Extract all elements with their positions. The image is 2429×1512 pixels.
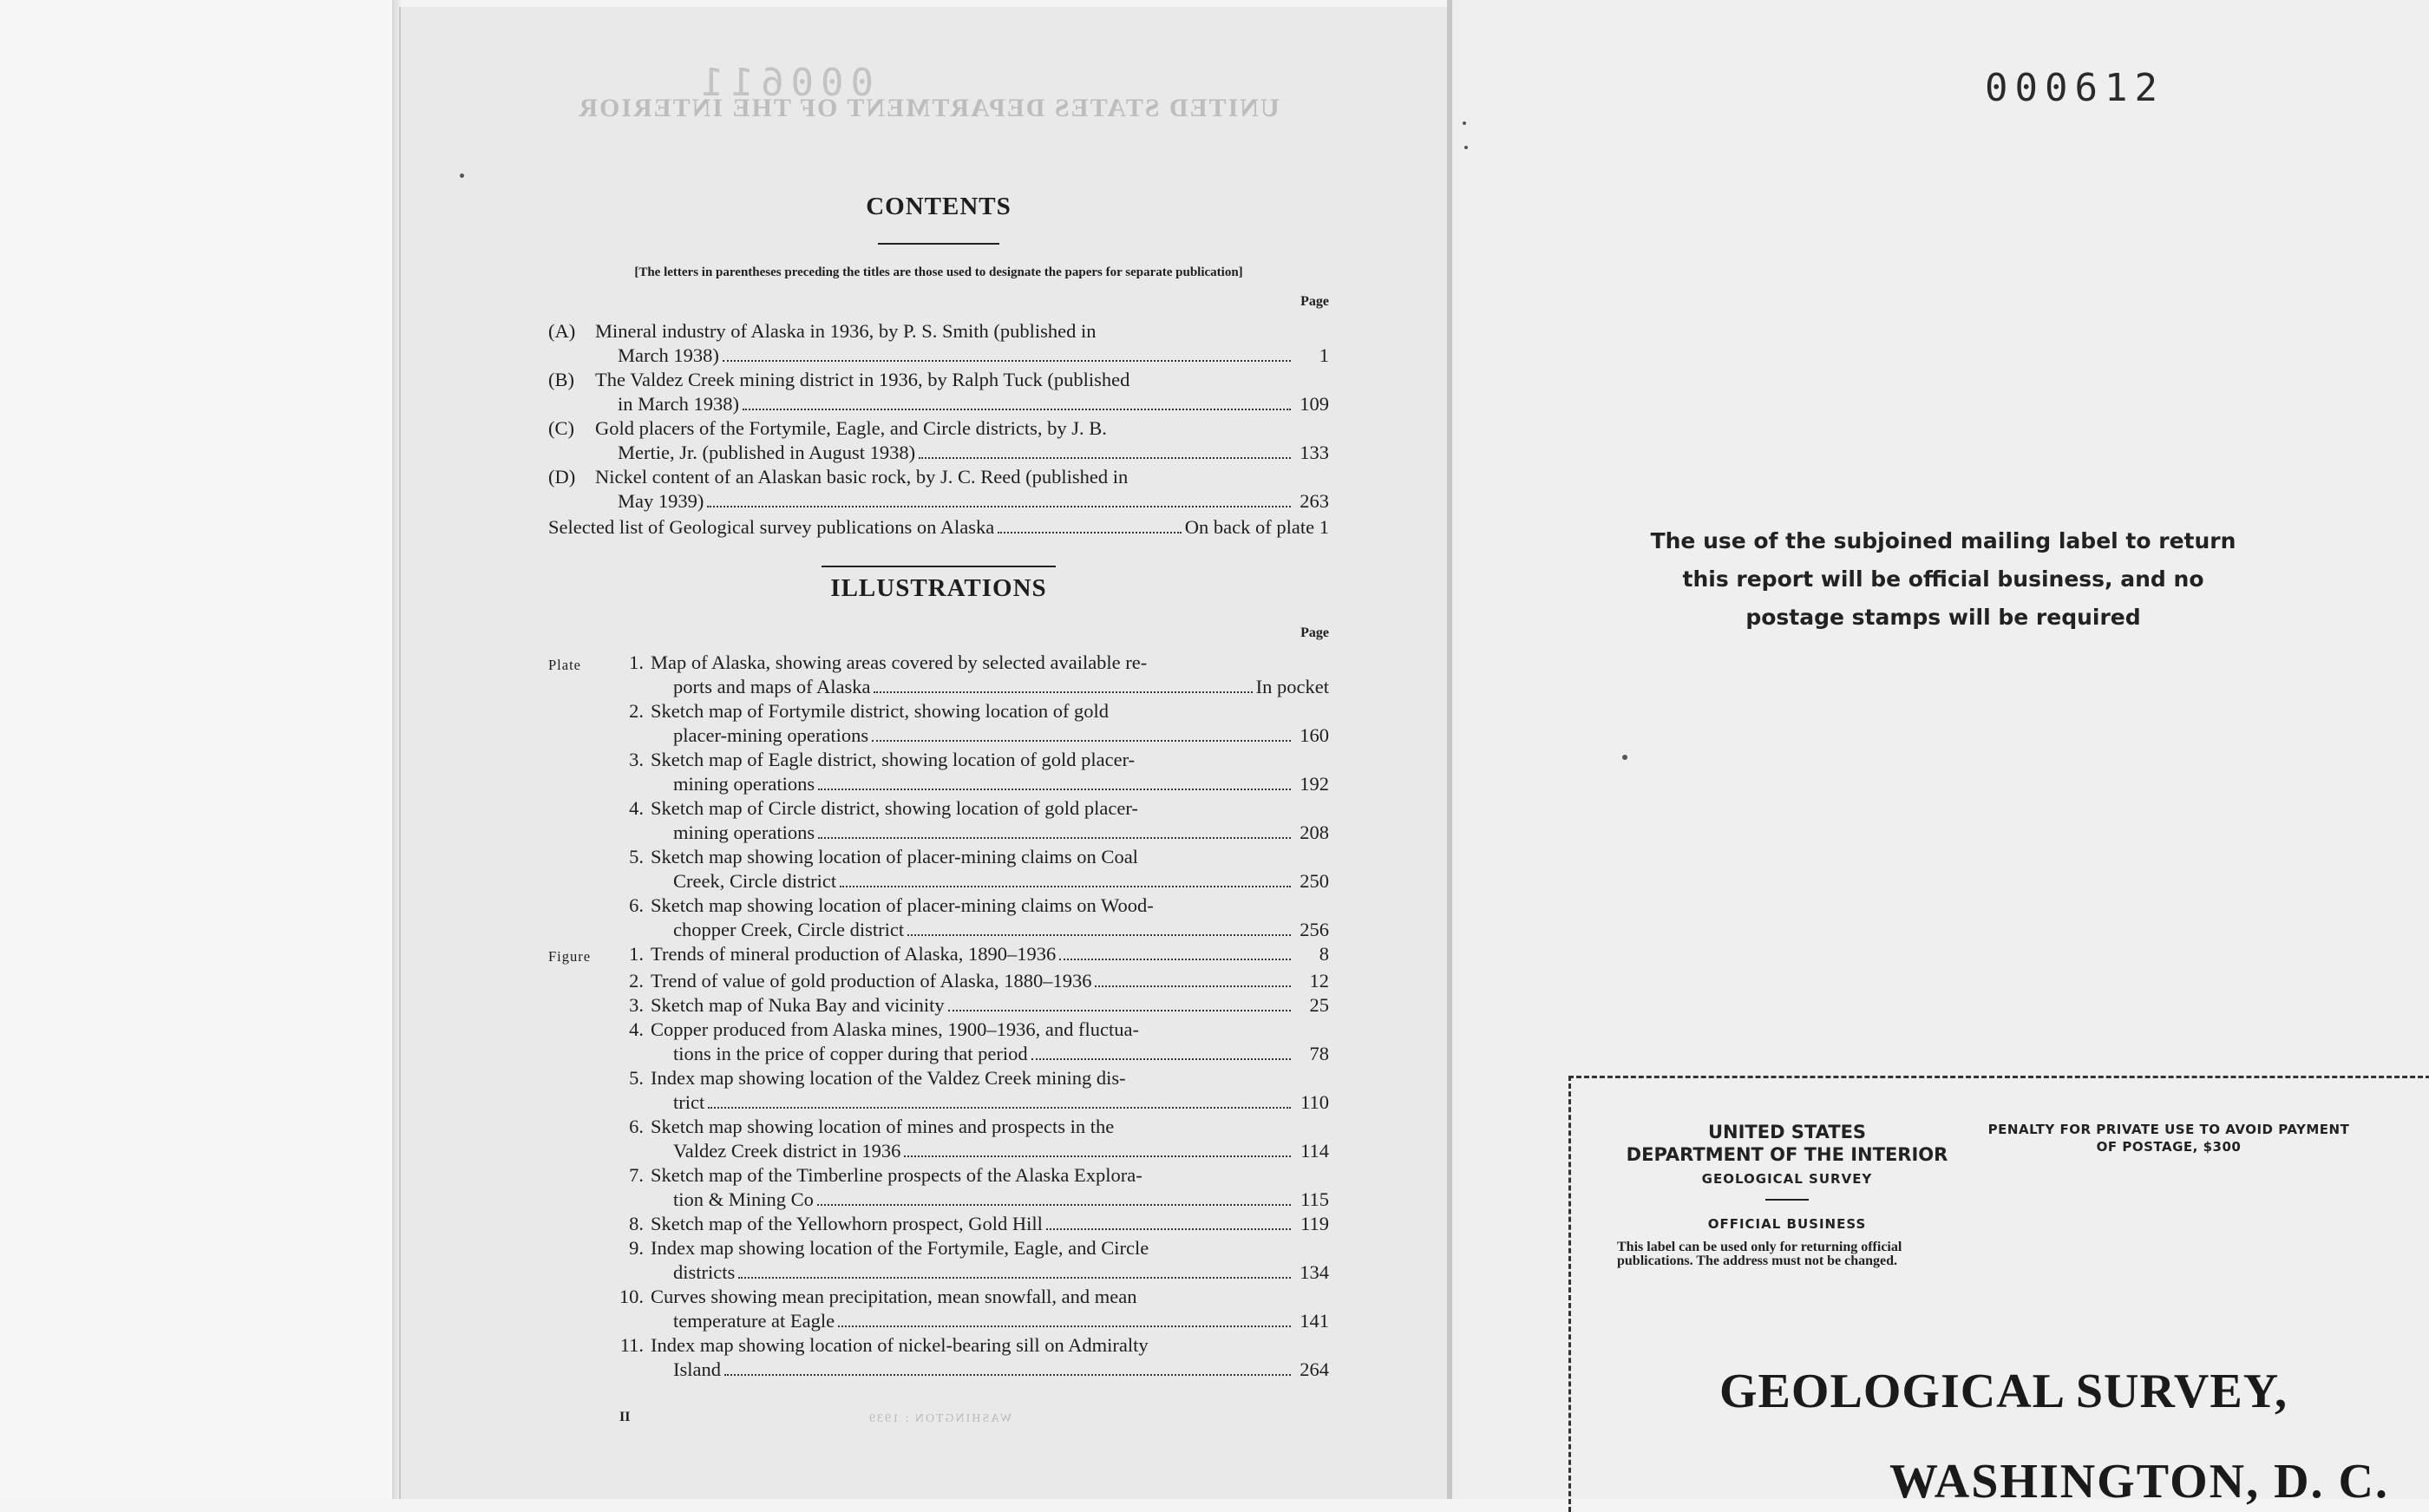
- contents-entry: [548, 319, 1329, 368]
- plate-entry: [548, 651, 1329, 699]
- entry-number: 5.: [629, 846, 644, 867]
- dept-line-3: GEOLOGICAL SURVEY: [1701, 1171, 1873, 1187]
- entry-page-number: 114: [1300, 1140, 1329, 1162]
- selected-list-text: Selected list of Geological survey publications on Alaska: [548, 516, 995, 538]
- heading-rule: [878, 243, 999, 245]
- illustrations-rule: [822, 566, 1056, 567]
- leader-dots: [948, 1010, 1291, 1011]
- leader-dots: [724, 1374, 1291, 1376]
- section-label: [548, 845, 614, 848]
- entry-first-line: Sketch map of Circle district, showing location of gold placer-: [651, 797, 1138, 819]
- section-label: [548, 1333, 614, 1336]
- section-label: [548, 1285, 614, 1287]
- section-label: [548, 699, 614, 702]
- selected-list-page: On back of plate 1: [1184, 516, 1329, 538]
- entry-text-line: Valdez Creek district in 1936: [673, 1140, 901, 1162]
- contents-entry: [548, 465, 1329, 514]
- figure-entry: [548, 1285, 1329, 1333]
- section-label: [548, 1066, 614, 1069]
- entry-page-number: 160: [1300, 724, 1329, 746]
- leader-dots: [1046, 1228, 1291, 1230]
- contents-entry: [548, 368, 1329, 416]
- entry-first-line: Copper produced from Alaska mines, 1900–1936, and fluctua-: [651, 1018, 1139, 1040]
- entry-text-line: tions in the price of copper during that period: [673, 1043, 1028, 1064]
- entry-first-line: Index map showing location of nickel-bearing sill on Admiralty: [651, 1334, 1149, 1356]
- entry-number: 7.: [629, 1164, 644, 1186]
- section-label: [548, 1212, 614, 1214]
- entry-leader-line: [651, 1042, 1329, 1066]
- entry-text-line: March 1938): [618, 344, 719, 366]
- section-label: [548, 993, 614, 996]
- entry-first-line: Sketch map of Eagle district, showing location of gold placer-: [651, 749, 1136, 770]
- leader-dots: [743, 409, 1291, 410]
- entry-text-line: Island: [673, 1358, 721, 1380]
- label-rule: [1765, 1199, 1809, 1201]
- entry-leader-line: [595, 489, 1329, 514]
- leader-dots: [818, 789, 1291, 790]
- entry-number: 11.: [619, 1334, 644, 1356]
- entry-page-number: 115: [1300, 1188, 1329, 1210]
- section-label: [548, 1115, 614, 1117]
- entry-text-line: Creek, Circle district: [673, 870, 837, 892]
- entry-leader-line: [595, 344, 1329, 368]
- entry-text-line: mining operations: [673, 821, 815, 843]
- entry-leader-line: [651, 1260, 1329, 1285]
- entry-leader-line: [651, 1188, 1329, 1212]
- entry-number: 4.: [629, 1018, 644, 1040]
- leader-dots: [919, 457, 1291, 459]
- entry-page-number: 25: [1309, 994, 1329, 1016]
- entry-page-number: 109: [1300, 393, 1329, 415]
- speck: [460, 173, 464, 178]
- entry-text-line: ports and maps of Alaska: [673, 676, 871, 697]
- address-line-2: WASHINGTON, D. C.: [1889, 1455, 2389, 1509]
- leader-dots: [838, 1325, 1291, 1327]
- section-label: Figure: [548, 948, 592, 965]
- entry-number: 3.: [629, 994, 644, 1016]
- entry-first-line: Index map showing location of the Fortymile, Eagle, and Circle: [651, 1237, 1149, 1259]
- entry-page-number: 256: [1300, 919, 1329, 940]
- entry-page-number: 264: [1300, 1358, 1329, 1380]
- mailing-notice: The use of the subjoined mailing label to return this report will be official business, and no postage stamps will be required: [1650, 528, 2236, 630]
- leader-dots: [723, 360, 1291, 362]
- entry-leader-line: [651, 918, 1329, 942]
- leader-dots: [998, 532, 1182, 533]
- entry-leader-line: [651, 993, 1329, 1018]
- entry-text-line: Sketch map of the Yellowhorn prospect, Gold Hill: [651, 1213, 1043, 1234]
- entry-body: [651, 651, 1329, 699]
- entry-text-line: districts: [673, 1261, 736, 1283]
- figure-entry: [548, 1066, 1329, 1115]
- plate-entry: [548, 893, 1329, 942]
- dept-line-1: UNITED STATES: [1707, 1122, 1867, 1142]
- entry-number: 4.: [629, 797, 644, 819]
- entry-leader-line: [651, 772, 1329, 796]
- entry-leader-line: [651, 675, 1329, 699]
- entry-page-number: 8: [1319, 943, 1329, 965]
- entry-number: 8.: [629, 1213, 644, 1234]
- contents-note: [The letters in parentheses preceding the titles are those used to designate the papers for separate publication]: [634, 265, 1243, 279]
- entry-text-line: tion & Mining Co: [673, 1188, 814, 1210]
- plate-entry: [548, 699, 1329, 748]
- entry-leader-line: [651, 1090, 1329, 1115]
- selected-list-entry: [548, 515, 1329, 540]
- section-label: [548, 796, 614, 799]
- figures-list: [548, 942, 1329, 1382]
- entry-body: [651, 1333, 1329, 1382]
- figure-entry: [548, 969, 1329, 993]
- entry-text-line: in March 1938): [618, 393, 739, 415]
- entry-first-line: Sketch map showing location of placer-mining claims on Wood-: [651, 894, 1154, 916]
- contents-entry: [548, 416, 1329, 465]
- entry-leader-line: [651, 1139, 1329, 1163]
- plate-entry: [548, 748, 1329, 796]
- figure-entry: [548, 942, 1329, 969]
- leader-dots: [1095, 985, 1291, 987]
- entry-leader-line: [595, 392, 1329, 416]
- entry-leader-line: [651, 969, 1329, 993]
- leader-dots: [707, 506, 1291, 507]
- entry-page-number: 192: [1300, 773, 1329, 795]
- entry-first-line: Index map showing location of the Valdez Creek mining dis-: [651, 1067, 1126, 1089]
- figure-entry: [548, 1236, 1329, 1285]
- entry-body: [651, 1212, 1329, 1236]
- leader-dots: [872, 740, 1291, 742]
- entry-first-line: Curves showing mean precipitation, mean snowfall, and mean: [651, 1286, 1137, 1307]
- entry-body: [651, 796, 1329, 845]
- section-label: [548, 748, 614, 750]
- address-line-1: GEOLOGICAL SURVEY,: [1719, 1365, 2288, 1418]
- entry-number: 2.: [629, 700, 644, 722]
- entry-number: 6.: [629, 894, 644, 916]
- page-roman-numeral: II: [619, 1410, 631, 1424]
- entry-page-number: 119: [1300, 1213, 1329, 1234]
- leader-dots: [904, 1155, 1291, 1157]
- entry-first-line: The Valdez Creek mining district in 1936, by Ralph Tuck (published: [595, 369, 1130, 390]
- leader-dots: [840, 886, 1291, 887]
- entry-body: [651, 1018, 1329, 1066]
- label-department-block: [1605, 1121, 1969, 1268]
- section-label: [548, 1163, 614, 1166]
- page-edge: [392, 0, 401, 1499]
- figure-entry: [548, 1163, 1329, 1212]
- entry-first-line: Mineral industry of Alaska in 1936, by P. S. Smith (published in: [595, 320, 1097, 342]
- entry-text-line: Sketch map of Nuka Bay and vicinity: [651, 994, 945, 1016]
- entry-body: [651, 1115, 1329, 1163]
- plates-list: [548, 651, 1329, 942]
- entry-leader-line: [651, 821, 1329, 845]
- entry-page-number: 134: [1300, 1261, 1329, 1283]
- entry-first-line: Sketch map of the Timberline prospects of the Alaska Explora-: [651, 1164, 1142, 1186]
- entry-page-number: 141: [1300, 1310, 1329, 1332]
- contents-section: [548, 194, 1329, 1382]
- entry-number: 10.: [619, 1286, 644, 1307]
- entry-page-number: 12: [1309, 970, 1329, 992]
- entry-text-line: chopper Creek, Circle district: [673, 919, 905, 940]
- entry-body: [651, 699, 1329, 748]
- entry-first-line: Sketch map of Fortymile district, showing location of gold: [651, 700, 1110, 722]
- entry-body: [595, 319, 1329, 368]
- entry-body: [651, 893, 1329, 942]
- entry-body: [595, 416, 1329, 465]
- entry-leader-line: [651, 1309, 1329, 1333]
- illustrations-page-label: Page: [1300, 625, 1329, 640]
- entry-leader-line: [651, 1212, 1329, 1236]
- leader-dots: [818, 837, 1291, 839]
- entry-body: [651, 748, 1329, 796]
- entry-number: 3.: [629, 749, 644, 770]
- entry-leader-line: [595, 441, 1329, 465]
- entry-number: 5.: [629, 1067, 644, 1089]
- speck: [1463, 121, 1466, 125]
- entry-text-line: placer-mining operations: [673, 724, 869, 746]
- section-label: Plate: [548, 657, 581, 673]
- entry-leader-line: [651, 942, 1329, 966]
- leader-dots: [738, 1277, 1291, 1279]
- entry-page-number: 133: [1300, 442, 1329, 463]
- leader-dots: [1059, 959, 1291, 960]
- entry-text-line: mining operations: [673, 773, 815, 795]
- entry-letter: (B): [548, 369, 574, 390]
- entry-text-line: Trend of value of gold production of Alaska, 1880–1936: [651, 970, 1092, 992]
- entry-body: [651, 845, 1329, 893]
- entry-number: 9.: [629, 1237, 644, 1259]
- entry-page-number: In pocket: [1255, 676, 1329, 697]
- entry-first-line: Sketch map showing location of mines and prospects in the: [651, 1116, 1115, 1137]
- figure-entry: [548, 1212, 1329, 1236]
- entry-body: [651, 1236, 1329, 1285]
- leader-dots: [817, 1204, 1291, 1206]
- entry-letter: (A): [548, 320, 576, 342]
- entry-page-number: 250: [1300, 870, 1329, 892]
- leader-dots: [708, 1107, 1291, 1109]
- ghost-header-text: UNITED STATES DEPARTMENT OF THE INTERIOR: [577, 94, 1280, 122]
- entry-text-line: trict: [673, 1091, 705, 1113]
- entry-letter: (C): [548, 417, 574, 439]
- leader-dots: [907, 934, 1291, 936]
- entry-page-number: 1: [1319, 344, 1329, 366]
- entry-text-line: Mertie, Jr. (published in August 1938): [618, 442, 916, 463]
- section-label: [548, 1018, 614, 1020]
- entry-leader-line: [651, 1358, 1329, 1382]
- entry-leader-line: [651, 723, 1329, 748]
- section-label: [548, 1236, 614, 1239]
- penalty-notice: PENALTY FOR PRIVATE USE TO AVOID PAYMENT OF POSTAGE, $300: [1987, 1122, 2350, 1155]
- entry-body: [595, 368, 1329, 416]
- entry-text-line: temperature at Eagle: [673, 1310, 835, 1332]
- entry-number: 2.: [629, 970, 644, 992]
- ghost-stamp-number: 000611: [694, 61, 874, 105]
- figure-entry: [548, 1018, 1329, 1066]
- entry-letter: (D): [548, 466, 576, 488]
- contents-list: [548, 319, 1329, 514]
- section-label: [548, 893, 614, 896]
- official-business: OFFICIAL BUSINESS: [1707, 1216, 1867, 1232]
- entry-page-number: 110: [1300, 1091, 1329, 1113]
- plate-entry: [548, 845, 1329, 893]
- entry-first-line: Gold placers of the Fortymile, Eagle, and Circle districts, by J. B.: [595, 417, 1107, 439]
- leader-dots: [1031, 1058, 1291, 1060]
- entry-page-number: 78: [1309, 1043, 1329, 1064]
- section-label: [548, 969, 614, 972]
- entry-text-line: May 1939): [618, 490, 704, 512]
- entry-body: [651, 1285, 1329, 1333]
- entry-body: [651, 969, 1329, 993]
- ghost-footer-text: WASHINGTON : 1939: [868, 1412, 1012, 1425]
- page-column-label: Page: [1300, 294, 1329, 309]
- entry-first-line: Map of Alaska, showing areas covered by selected available re-: [651, 651, 1148, 673]
- illustrations-heading: ILLUSTRATIONS: [830, 574, 1047, 602]
- entry-body: [651, 1066, 1329, 1115]
- dept-line-2: DEPARTMENT OF THE INTERIOR: [1626, 1144, 1948, 1165]
- contents-heading: CONTENTS: [866, 193, 1012, 220]
- entry-text-line: Trends of mineral production of Alaska, 1890–1936: [651, 943, 1057, 965]
- entry-body: [651, 993, 1329, 1018]
- leader-dots: [874, 691, 1252, 693]
- entry-page-number: 208: [1300, 821, 1329, 843]
- figure-entry: [548, 1115, 1329, 1163]
- entry-leader-line: [651, 869, 1329, 893]
- entry-number: 6.: [629, 1116, 644, 1137]
- entry-first-line: Nickel content of an Alaskan basic rock, by J. C. Reed (published in: [595, 466, 1129, 488]
- entry-number: 1.: [629, 651, 644, 673]
- entry-body: [595, 465, 1329, 514]
- figure-entry: [548, 993, 1329, 1018]
- speck: [1464, 146, 1468, 149]
- figure-entry: [548, 1333, 1329, 1382]
- stamp-number: 000612: [1985, 66, 2164, 110]
- plate-entry: [548, 796, 1329, 845]
- speck: [1622, 755, 1627, 760]
- entry-body: [651, 1163, 1329, 1212]
- label-small-print: This label can be used only for returning official publications. The address must not be changed.: [1617, 1240, 1902, 1268]
- entry-number: 1.: [629, 943, 644, 965]
- entry-first-line: Sketch map showing location of placer-mining claims on Coal: [651, 846, 1138, 867]
- entry-page-number: 263: [1300, 490, 1329, 512]
- scan-background: [0, 0, 399, 1499]
- entry-body: [651, 942, 1329, 966]
